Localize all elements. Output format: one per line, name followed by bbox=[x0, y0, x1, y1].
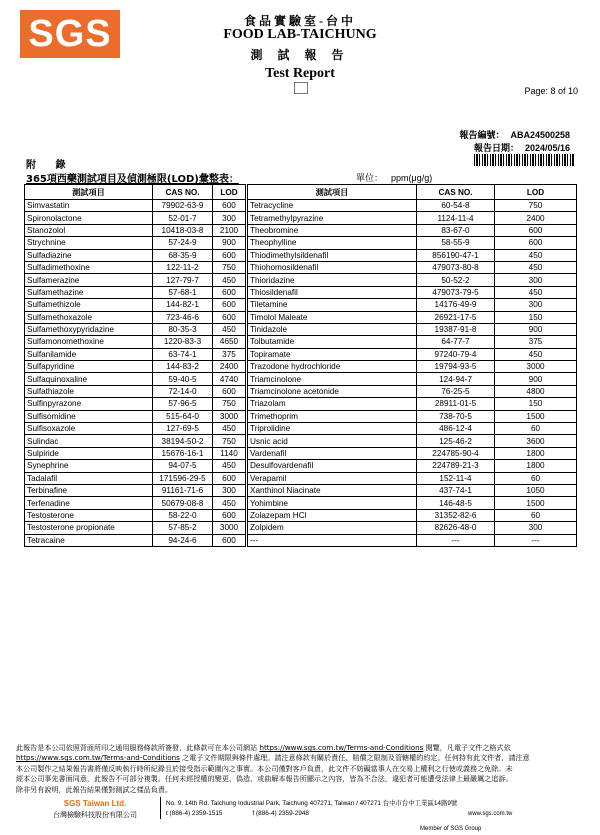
cell-cas-right: 60-54-8 bbox=[417, 200, 495, 212]
cell-item-right: Xanthinol Niacinate bbox=[247, 484, 417, 496]
cell-lod-right: 2400 bbox=[495, 212, 577, 224]
cell-lod-right: 300 bbox=[495, 299, 577, 311]
cell-item-left: Tetracaine bbox=[25, 534, 153, 546]
cell-lod-right: 600 bbox=[495, 224, 577, 236]
cell-item-right: Triprolidine bbox=[247, 423, 417, 435]
cell-item-right: Trazodone hydrochloride bbox=[247, 361, 417, 373]
cell-item-left: Synephrine bbox=[25, 460, 153, 472]
cell-item-left: Sulfamethoxypyridazine bbox=[25, 323, 153, 335]
lab-name-en: FOOD LAB-TAICHUNG bbox=[223, 27, 377, 42]
cell-cas-left: 515-64-0 bbox=[153, 410, 213, 422]
sgs-logo bbox=[20, 10, 120, 58]
cell-item-right: Tetramethylpyrazine bbox=[247, 212, 417, 224]
table-row bbox=[25, 348, 577, 360]
logo-text: SGS bbox=[28, 12, 112, 55]
cell-cas-left: 144-82-1 bbox=[153, 299, 213, 311]
cell-item-right: Desulfovardenafil bbox=[247, 460, 417, 472]
table-row bbox=[25, 249, 577, 261]
disclaimer-text: 之電子文件期限與條件處理。請注意條款有關於責任、賠償之限制及管轄權的約定。任何持有此文件者，請注意 bbox=[179, 753, 530, 763]
barcode bbox=[474, 154, 574, 166]
unit-label: 單位： bbox=[356, 174, 384, 184]
table-row bbox=[25, 534, 577, 546]
table-row bbox=[25, 237, 577, 249]
table-row bbox=[25, 200, 577, 212]
table-row bbox=[25, 274, 577, 286]
member-of-sgs: Member of SGS Group bbox=[420, 826, 482, 832]
cell-lod-left: 450 bbox=[213, 423, 247, 435]
header-mark-box bbox=[294, 82, 308, 94]
cell-item-right: Vardenafil bbox=[247, 447, 417, 459]
cell-cas-left: 1220-83-3 bbox=[153, 336, 213, 348]
cell-item-left: Terbinafine bbox=[25, 484, 153, 496]
cell-lod-left: 300 bbox=[213, 484, 247, 496]
unit-value: ppm(μg/g) bbox=[391, 173, 433, 183]
cell-lod-left: 2400 bbox=[213, 361, 247, 373]
cell-item-right: Thiosildenafil bbox=[247, 286, 417, 298]
cell-cas-left: 68-35-9 bbox=[153, 249, 213, 261]
cell-lod-right: 375 bbox=[495, 336, 577, 348]
cell-lod-left: 750 bbox=[213, 435, 247, 447]
cell-item-right: Theophylline bbox=[247, 237, 417, 249]
unit-note bbox=[356, 171, 432, 184]
cell-cas-left: 50679-08-8 bbox=[153, 497, 213, 509]
disclaimer-line-3: 本公司製作之結果報告書將僅反映執行時所紀錄且於接受指示範圍內之事實。本公司僅對客戶負責，此文件不妨礙當事人在交易上權利之行使或義務之免除。未 bbox=[16, 763, 513, 773]
cell-lod-left: 600 bbox=[213, 249, 247, 261]
report-number-label: 報告編號： bbox=[459, 131, 505, 141]
report-date-value: 2024/05/16 bbox=[524, 143, 570, 153]
cell-cas-right: 19387-91-8 bbox=[417, 323, 495, 335]
cell-lod-right: 150 bbox=[495, 311, 577, 323]
table-row bbox=[25, 460, 577, 472]
cell-item-right: Verapamil bbox=[247, 472, 417, 484]
cell-lod-left: 600 bbox=[213, 534, 247, 546]
cell-lod-right: 750 bbox=[495, 200, 577, 212]
cell-cas-right: 437-74-1 bbox=[417, 484, 495, 496]
cell-cas-right: 58-55-9 bbox=[417, 237, 495, 249]
cell-item-right: Thiodimethylsildenafil bbox=[247, 249, 417, 261]
cell-cas-left: 723-46-6 bbox=[153, 311, 213, 323]
cell-cas-left: 127-79-7 bbox=[153, 274, 213, 286]
cell-lod-right: 60 bbox=[495, 509, 577, 521]
cell-item-right: Yohimbine bbox=[247, 497, 417, 509]
cell-item-right: Tiletamine bbox=[247, 299, 417, 311]
cell-cas-right: 1124-11-4 bbox=[417, 212, 495, 224]
cell-item-left: Sulfadimethoxine bbox=[25, 261, 153, 273]
terms-link[interactable]: https://www.sgs.com.tw/Terms-and-Conditions bbox=[16, 753, 180, 763]
cell-item-left: Spironolactone bbox=[25, 212, 153, 224]
report-number bbox=[459, 128, 570, 141]
col-header-item-right: 測試項目 bbox=[247, 185, 417, 200]
cell-cas-left: 122-11-2 bbox=[153, 261, 213, 273]
cell-item-left: Sulfanilamide bbox=[25, 348, 153, 360]
cell-cas-left: 57-24-9 bbox=[153, 237, 213, 249]
cell-cas-right: 152-11-4 bbox=[417, 472, 495, 484]
cell-cas-right: 479073-80-8 bbox=[417, 261, 495, 273]
cell-item-right: Timolol Maleate bbox=[247, 311, 417, 323]
cell-item-right: Usnic acid bbox=[247, 435, 417, 447]
page-number: Page: 8 of 10 bbox=[524, 86, 578, 96]
cell-cas-right: 31352-82-6 bbox=[417, 509, 495, 521]
company-address: No. 9, 14th Rd. Taichung Industrial Park, Taichung 407271, Taiwan / 407271 台中市台中工業區14路9號 bbox=[166, 800, 458, 807]
col-header-lod-right: LOD bbox=[495, 185, 577, 200]
cell-item-right: Tinidazole bbox=[247, 323, 417, 335]
cell-item-right: Zolpidem bbox=[247, 522, 417, 534]
cell-lod-left: 600 bbox=[213, 299, 247, 311]
cell-cas-left: 144-83-2 bbox=[153, 361, 213, 373]
cell-item-left: Stanozolol bbox=[25, 224, 153, 236]
cell-item-left: Sulfapyridine bbox=[25, 361, 153, 373]
table-row bbox=[25, 435, 577, 447]
cell-lod-left: 3000 bbox=[213, 522, 247, 534]
cell-cas-left: 63-74-1 bbox=[153, 348, 213, 360]
cell-lod-right: 450 bbox=[495, 348, 577, 360]
cell-lod-right: 1800 bbox=[495, 447, 577, 459]
cell-cas-right: 76-25-5 bbox=[417, 385, 495, 397]
cell-cas-left: 58-22-0 bbox=[153, 509, 213, 521]
cell-lod-left: 4650 bbox=[213, 336, 247, 348]
cell-item-right: Thiohomosildenafil bbox=[247, 261, 417, 273]
cell-cas-left: 127-69-5 bbox=[153, 423, 213, 435]
table-row bbox=[25, 385, 577, 397]
disclaimer-line-4: 經本公司事先書面同意，此報告不可部分複製。任何未經授權的變更、偽造、或曲解本報告所顯示之內容，皆為不合法，違犯者可能遭受法律上最嚴厲之追訴。 bbox=[16, 774, 513, 784]
cell-lod-right: 1800 bbox=[495, 460, 577, 472]
cell-lod-left: 600 bbox=[213, 385, 247, 397]
cell-lod-right: 60 bbox=[495, 423, 577, 435]
disclaimer-line-5: 除非另有說明，此報告結果僅對測試之樣品負責。 bbox=[16, 784, 173, 794]
cell-item-left: Sulfamethazine bbox=[25, 286, 153, 298]
table-row bbox=[25, 447, 577, 459]
cell-item-left: Simvastatin bbox=[25, 200, 153, 212]
cell-cas-right: 26921-17-5 bbox=[417, 311, 495, 323]
terms-link[interactable]: https://www.sgs.com.tw/Terms-and-Conditions bbox=[259, 743, 424, 752]
cell-cas-left: 10418-03-8 bbox=[153, 224, 213, 236]
company-contact bbox=[166, 799, 457, 819]
footer-divider bbox=[160, 797, 161, 819]
cell-cas-right: 19794-93-5 bbox=[417, 361, 495, 373]
table-row bbox=[25, 398, 577, 410]
cell-lod-right: 1500 bbox=[495, 497, 577, 509]
cell-cas-left: 72-14-0 bbox=[153, 385, 213, 397]
annex-label: 附 錄 bbox=[26, 160, 74, 171]
cell-lod-right: 1500 bbox=[495, 410, 577, 422]
cell-cas-left: 80-35-3 bbox=[153, 323, 213, 335]
cell-cas-left: 57-85-2 bbox=[153, 522, 213, 534]
report-title-en: Test Report bbox=[265, 66, 335, 81]
disclaimer-line-2 bbox=[16, 753, 586, 763]
col-header-lod-left: LOD bbox=[213, 185, 247, 200]
company-name-en: SGS Taiwan Ltd. bbox=[63, 799, 127, 808]
cell-lod-left: 4740 bbox=[213, 373, 247, 385]
cell-lod-left: 600 bbox=[213, 509, 247, 521]
cell-lod-right: 600 bbox=[495, 237, 577, 249]
cell-cas-right: 856190-47-1 bbox=[417, 249, 495, 261]
company-website[interactable]: www.sgs.com.tw bbox=[468, 811, 513, 817]
cell-cas-right: 738-70-5 bbox=[417, 410, 495, 422]
report-date-label: 報告日期： bbox=[473, 144, 519, 154]
section-title: 365項西藥測試項目及偵測極限(LOD)彙整表： bbox=[26, 174, 239, 185]
cell-cas-right: 97240-79-4 bbox=[417, 348, 495, 360]
cell-cas-right: 125-46-2 bbox=[417, 435, 495, 447]
cell-item-right: Theobromine bbox=[247, 224, 417, 236]
table-row bbox=[25, 323, 577, 335]
cell-item-right: Topiramate bbox=[247, 348, 417, 360]
cell-cas-left: 79902-63-9 bbox=[153, 200, 213, 212]
table-row bbox=[25, 261, 577, 273]
cell-item-left: Sulfaquinoxaline bbox=[25, 373, 153, 385]
cell-item-left: Sulfadiazine bbox=[25, 249, 153, 261]
col-header-item-left: 測試項目 bbox=[25, 185, 153, 200]
cell-lod-left: 375 bbox=[213, 348, 247, 360]
cell-cas-left: 94-07-5 bbox=[153, 460, 213, 472]
cell-lod-right: 900 bbox=[495, 373, 577, 385]
cell-cas-right: 486-12-4 bbox=[417, 423, 495, 435]
table-row bbox=[25, 361, 577, 373]
cell-item-right: Triamcinolone bbox=[247, 373, 417, 385]
cell-item-left: Sulpiride bbox=[25, 447, 153, 459]
table-body bbox=[25, 200, 577, 547]
report-title-zh: 測 試 報 告 bbox=[250, 48, 350, 62]
cell-lod-left: 600 bbox=[213, 472, 247, 484]
company-phones bbox=[166, 809, 457, 819]
table-row bbox=[25, 423, 577, 435]
cell-item-right: Tolbutamide bbox=[247, 336, 417, 348]
company-tel: t (886-4) 2359-1515 bbox=[166, 810, 223, 817]
col-header-cas-right: CAS NO. bbox=[417, 185, 495, 200]
cell-lod-left: 450 bbox=[213, 497, 247, 509]
cell-lod-right: 900 bbox=[495, 323, 577, 335]
cell-lod-right: 150 bbox=[495, 398, 577, 410]
cell-item-right: Triazolam bbox=[247, 398, 417, 410]
table-row bbox=[25, 336, 577, 348]
cell-lod-right: 3600 bbox=[495, 435, 577, 447]
disclaimer bbox=[16, 743, 586, 795]
cell-item-left: Strychnine bbox=[25, 237, 153, 249]
cell-lod-right: 1050 bbox=[495, 484, 577, 496]
cell-cas-left: 52-01-7 bbox=[153, 212, 213, 224]
cell-item-left: Sulfisoxazole bbox=[25, 423, 153, 435]
table-row bbox=[25, 410, 577, 422]
cell-lod-right: 3000 bbox=[495, 361, 577, 373]
cell-cas-right: 224785-90-4 bbox=[417, 447, 495, 459]
table-row bbox=[25, 311, 577, 323]
cell-lod-right: 300 bbox=[495, 274, 577, 286]
cell-item-left: Sulfamethoxazole bbox=[25, 311, 153, 323]
cell-cas-left: 94-24-6 bbox=[153, 534, 213, 546]
report-date bbox=[474, 141, 570, 154]
cell-lod-left: 600 bbox=[213, 200, 247, 212]
cell-item-left: Sulfinpyrazone bbox=[25, 398, 153, 410]
cell-lod-right: --- bbox=[495, 534, 577, 546]
table-header-row bbox=[25, 185, 577, 200]
cell-cas-right: --- bbox=[417, 534, 495, 546]
cell-lod-left: 2100 bbox=[213, 224, 247, 236]
cell-lod-right: 450 bbox=[495, 286, 577, 298]
cell-cas-right: 28911-01-5 bbox=[417, 398, 495, 410]
table-row bbox=[25, 497, 577, 509]
cell-lod-left: 1140 bbox=[213, 447, 247, 459]
cell-cas-right: 224789-21-3 bbox=[417, 460, 495, 472]
cell-lod-right: 450 bbox=[495, 249, 577, 261]
table-row bbox=[25, 484, 577, 496]
cell-item-right: Tetracycline bbox=[247, 200, 417, 212]
table-row bbox=[25, 299, 577, 311]
cell-item-right: --- bbox=[247, 534, 417, 546]
disclaimer-text: 閱覽，凡電子文件之格式依 bbox=[423, 743, 511, 752]
cell-item-left: Testosterone propionate bbox=[25, 522, 153, 534]
cell-item-right: Thioridazine bbox=[247, 274, 417, 286]
cell-cas-left: 38194-50-2 bbox=[153, 435, 213, 447]
cell-lod-left: 750 bbox=[213, 261, 247, 273]
cell-lod-left: 750 bbox=[213, 398, 247, 410]
cell-lod-right: 300 bbox=[495, 522, 577, 534]
cell-item-left: Sulfamerazine bbox=[25, 274, 153, 286]
table-row bbox=[25, 522, 577, 534]
company-name-zh: 台灣檢驗科技股份有限公司 bbox=[53, 811, 137, 819]
cell-item-left: Sulindac bbox=[25, 435, 153, 447]
company-block bbox=[40, 799, 150, 820]
table-row bbox=[25, 509, 577, 521]
cell-item-left: Sulfathiazole bbox=[25, 385, 153, 397]
cell-lod-left: 600 bbox=[213, 311, 247, 323]
table-row bbox=[25, 224, 577, 236]
cell-cas-right: 479073-79-5 bbox=[417, 286, 495, 298]
cell-item-right: Zolazepam HCl bbox=[247, 509, 417, 521]
cell-cas-left: 57-68-1 bbox=[153, 286, 213, 298]
cell-item-left: Testosterone bbox=[25, 509, 153, 521]
cell-cas-right: 14176-49-9 bbox=[417, 299, 495, 311]
lab-name-zh: 食品實驗室-台中 bbox=[244, 14, 356, 28]
table-row bbox=[25, 472, 577, 484]
cell-cas-right: 50-52-2 bbox=[417, 274, 495, 286]
cell-item-right: Trimethoprim bbox=[247, 410, 417, 422]
cell-lod-left: 3000 bbox=[213, 410, 247, 422]
disclaimer-line-1 bbox=[16, 743, 586, 753]
lod-table bbox=[24, 184, 577, 547]
cell-cas-right: 82626-48-0 bbox=[417, 522, 495, 534]
cell-cas-right: 124-94-7 bbox=[417, 373, 495, 385]
cell-item-left: Tadalafil bbox=[25, 472, 153, 484]
cell-item-left: Sulfamethizole bbox=[25, 299, 153, 311]
cell-cas-left: 15676-16-1 bbox=[153, 447, 213, 459]
cell-item-left: Terfenadine bbox=[25, 497, 153, 509]
cell-lod-left: 900 bbox=[213, 237, 247, 249]
report-number-value: ABA24500258 bbox=[510, 130, 570, 140]
cell-lod-left: 450 bbox=[213, 274, 247, 286]
cell-lod-left: 300 bbox=[213, 212, 247, 224]
cell-item-left: Sulfamonomethoxine bbox=[25, 336, 153, 348]
table-row bbox=[25, 212, 577, 224]
table-row bbox=[25, 373, 577, 385]
cell-cas-right: 146-48-5 bbox=[417, 497, 495, 509]
cell-lod-right: 450 bbox=[495, 261, 577, 273]
cell-lod-right: 60 bbox=[495, 472, 577, 484]
cell-lod-left: 600 bbox=[213, 286, 247, 298]
cell-lod-right: 4800 bbox=[495, 385, 577, 397]
cell-lod-left: 450 bbox=[213, 323, 247, 335]
disclaimer-text: 此報告是本公司依照背面所印之通用服務條款所簽發，此條款可在本公司網站 bbox=[16, 743, 260, 752]
cell-cas-left: 57-96-5 bbox=[153, 398, 213, 410]
cell-cas-left: 171596-29-5 bbox=[153, 472, 213, 484]
cell-cas-right: 83-67-0 bbox=[417, 224, 495, 236]
table-row bbox=[25, 286, 577, 298]
cell-cas-right: 64-77-7 bbox=[417, 336, 495, 348]
cell-item-left: Sulfisomidine bbox=[25, 410, 153, 422]
cell-cas-left: 59-40-5 bbox=[153, 373, 213, 385]
cell-item-right: Triamcinolone acetonide bbox=[247, 385, 417, 397]
col-header-cas-left: CAS NO. bbox=[153, 185, 213, 200]
company-fax: f (886-4) 2359-2948 bbox=[252, 810, 309, 817]
cell-cas-left: 91161-71-6 bbox=[153, 484, 213, 496]
cell-lod-left: 450 bbox=[213, 460, 247, 472]
